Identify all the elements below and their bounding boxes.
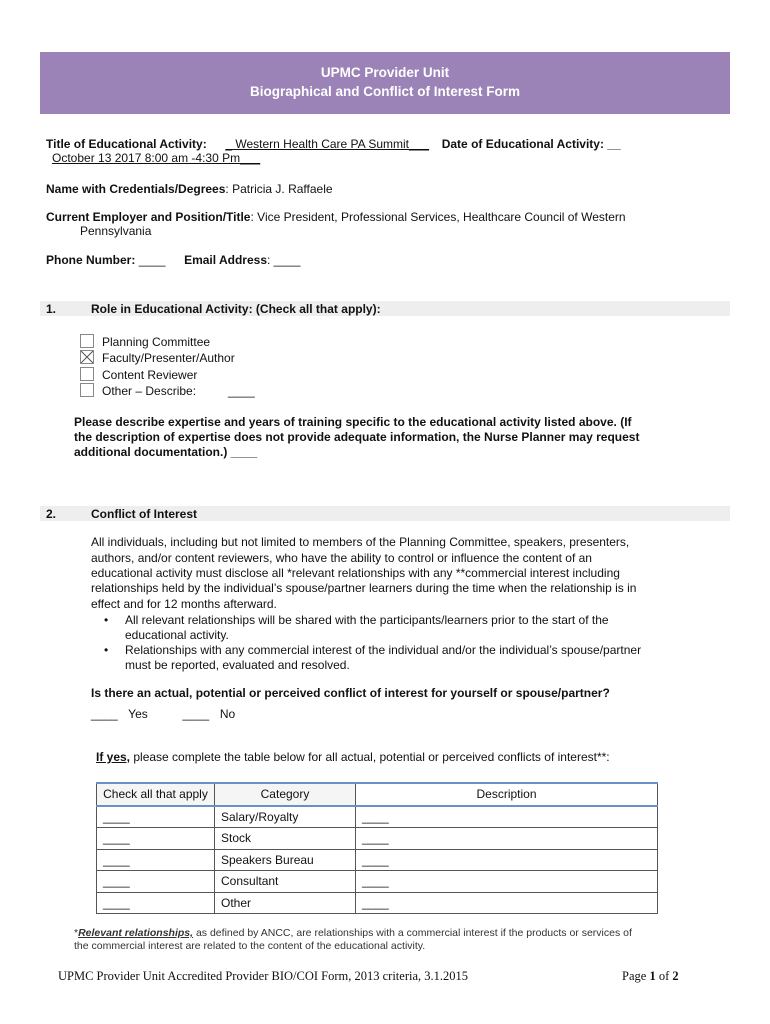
row-category: Speakers Bureau — [215, 849, 356, 871]
activity-date-label: Date of Educational Activity: __ — [441, 137, 621, 151]
role-checkbox-reviewer[interactable] — [80, 367, 94, 381]
yes-label: Yes — [128, 707, 148, 721]
col-header-check: Check all that apply — [97, 783, 215, 806]
form-title: Biographical and Conflict of Interest Form — [249, 84, 521, 99]
row-description-blank[interactable]: ____ — [356, 871, 658, 893]
col-header-category: Category — [215, 783, 356, 806]
bullet-icon: • — [104, 613, 109, 627]
employer-row — [46, 210, 626, 224]
activity-title-label: Title of Educational Activity: — [46, 137, 207, 151]
row-description-blank[interactable]: ____ — [356, 892, 658, 914]
table-row — [97, 892, 658, 914]
table-row — [97, 871, 658, 893]
if-yes-text: please complete the table below for all actual, potential or perceived conflicts of interest**: — [130, 750, 610, 764]
role-label-faculty: Faculty/Presenter/Author — [102, 351, 235, 365]
bullet-text: Relationships with any commercial interest of the individual and/or the individual’s spouse/partner — [125, 643, 642, 657]
employer-label: Current Employer and Position/Title — [46, 210, 251, 224]
contact-row — [46, 253, 300, 267]
form-header-banner — [40, 52, 730, 114]
page-total: 2 — [672, 969, 679, 983]
name-row — [46, 182, 333, 196]
role-label-other: Other – Describe: — [102, 384, 197, 398]
email-value[interactable]: : ____ — [267, 253, 301, 267]
bullet-text: All relevant relationships will be shared with the participants/learners prior to the start of the — [125, 613, 609, 627]
coi-question: Is there an actual, potential or perceived conflict of interest for yourself or spouse/partner? — [91, 686, 610, 700]
coi-paragraph-line: relationships held by the individual’s spouse/partner learners during the time when the relationship is in — [91, 581, 637, 595]
row-category: Other — [215, 892, 356, 914]
coi-paragraph-line: authors, and/or content reviewers, who have the ability to control or influence the content of an — [91, 551, 592, 565]
page-of: of — [655, 969, 673, 983]
activity-title-value[interactable]: _ Western Health Care PA Summit___ — [225, 137, 430, 151]
role-other-blank[interactable]: ____ — [228, 384, 255, 398]
bullet-text: must be reported, evaluated and resolved. — [125, 658, 350, 672]
col-header-description: Description — [356, 783, 658, 806]
no-blank[interactable]: ____ — [182, 707, 210, 721]
table-header-row — [97, 783, 658, 806]
no-label: No — [219, 707, 236, 721]
row-check-blank[interactable]: ____ — [97, 871, 215, 893]
employer-value-cont: Pennsylvania — [80, 224, 152, 238]
coi-paragraph-line: All individuals, including but not limited to members of the Planning Committee, speakers, presenters, — [91, 535, 630, 549]
activity-date-value[interactable]: October 13 2017 8:00 am -4:30 Pm___ — [52, 151, 261, 165]
if-yes-instruction — [96, 750, 610, 764]
section2-number: 2. — [46, 507, 57, 521]
footnote-line2: the commercial interest are related to the content of the educational activity. — [74, 940, 426, 952]
page-prefix: Page — [622, 969, 650, 983]
phone-value[interactable]: ____ — [138, 253, 166, 267]
coi-answer-row — [91, 707, 235, 721]
role-checkbox-faculty[interactable] — [80, 350, 94, 364]
row-check-blank[interactable]: ____ — [97, 806, 215, 828]
role-label-reviewer: Content Reviewer — [102, 368, 198, 382]
checkbox-x-icon — [81, 351, 93, 363]
bullet-icon: • — [104, 643, 109, 657]
page-current: 1 — [649, 969, 656, 983]
if-yes-label: If yes, — [96, 750, 131, 764]
footnote-text: as defined by ANCC, are relationships with a commercial interest if the products or services of — [193, 927, 632, 939]
section1-title: Role in Educational Activity: (Check all that apply): — [91, 302, 381, 316]
role-checkbox-other[interactable] — [80, 383, 94, 397]
row-category: Stock — [215, 828, 356, 850]
bullet-text: educational activity. — [125, 628, 229, 642]
table-row — [97, 849, 658, 871]
expertise-prompt-line2: the description of expertise does not provide adequate information, the Nurse Planner may request — [74, 430, 640, 444]
name-value[interactable]: : Patricia J. Raffaele — [225, 182, 333, 196]
footnote-line1: *Relevant relationships, as defined by ANCC, are relationships with a commercial interest if the products or services of — [74, 927, 632, 939]
table-row — [97, 806, 658, 828]
phone-label: Phone Number: — [46, 253, 136, 267]
footer-page-number — [622, 969, 679, 984]
section2-title: Conflict of Interest — [91, 507, 198, 521]
section1-number: 1. — [46, 302, 57, 316]
expertise-prompt-line1: Please describe expertise and years of training specific to the educational activity listed above. (If — [74, 415, 632, 429]
row-description-blank[interactable]: ____ — [356, 828, 658, 850]
coi-paragraph-line: educational activity must disclose all *relevant relationships with any **commercial interest including — [91, 566, 620, 580]
coi-paragraph-line: effect and for 12 months afterward. — [91, 597, 277, 611]
footer-form-id: UPMC Provider Unit Accredited Provider BIO/COI Form, 2013 criteria, 3.1.2015 — [58, 969, 469, 983]
name-label: Name with Credentials/Degrees — [46, 182, 226, 196]
row-category: Salary/Royalty — [215, 806, 356, 828]
row-check-blank[interactable]: ____ — [97, 828, 215, 850]
yes-blank[interactable]: ____ — [91, 707, 118, 721]
form-header-line1: UPMC Provider Unit — [320, 65, 450, 80]
role-checkbox-planning[interactable] — [80, 334, 94, 348]
row-check-blank[interactable]: ____ — [97, 892, 215, 914]
row-description-blank[interactable]: ____ — [356, 849, 658, 871]
row-description-blank[interactable]: ____ — [356, 806, 658, 828]
conflicts-table — [96, 782, 658, 914]
table-row — [97, 828, 658, 850]
row-check-blank[interactable]: ____ — [97, 849, 215, 871]
role-label-planning: Planning Committee — [102, 335, 211, 349]
expertise-prompt-line3[interactable]: additional documentation.) ____ — [74, 445, 258, 459]
activity-title-row — [46, 137, 621, 151]
footnote-term: Relevant relationships, — [78, 927, 194, 939]
email-label: Email Address — [184, 253, 267, 267]
row-category: Consultant — [215, 871, 356, 893]
employer-value[interactable]: : Vice President, Professional Services, Healthcare Council of Western — [250, 210, 626, 224]
